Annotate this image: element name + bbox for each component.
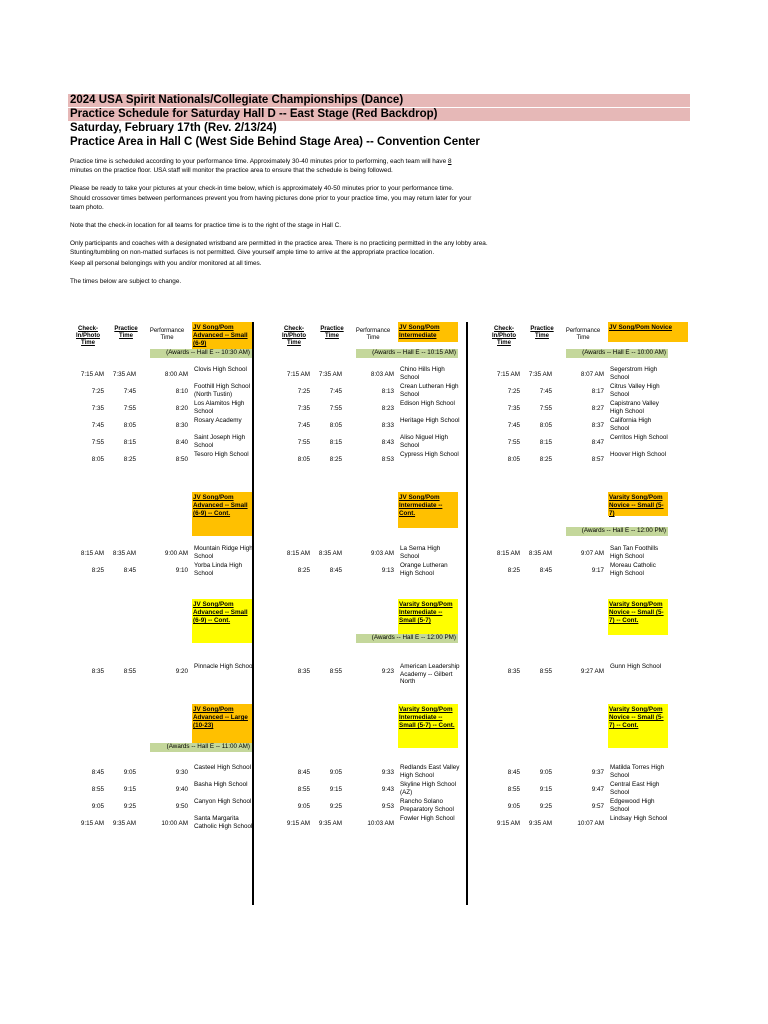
practice-time: 8:05 <box>539 422 552 429</box>
practice-time: 7:45 <box>539 388 552 395</box>
schedule-row <box>486 664 676 680</box>
schedule-row <box>276 435 466 451</box>
intro-p3: Note that the check-in location for all teams for practice time is to the right of the stage in Hall C. <box>70 222 342 230</box>
location-line: Practice Area in Hall C (West Side Behind Stage Area) -- Convention Center <box>70 136 480 148</box>
team-name: Heritage High School <box>400 417 460 424</box>
awards-note: (Awards -- Hall E -- 10:30 AM) <box>150 349 252 358</box>
schedule-row <box>70 765 260 781</box>
schedule-row <box>276 765 466 781</box>
team-name: California High School <box>610 417 652 432</box>
schedule-row <box>276 563 466 579</box>
team-name: Redlands East Valley High School <box>400 764 460 779</box>
team-name: Moreau Catholic High School <box>610 562 656 577</box>
checkin-time: 7:15 AM <box>496 371 520 378</box>
performance-time: 8:00 AM <box>164 371 188 378</box>
practice-time: 9:05 <box>329 769 342 776</box>
performance-time: 10:00 AM <box>161 820 188 827</box>
team-name: Pinnacle High School <box>194 663 254 670</box>
intro-p6: The times below are subject to change. <box>70 277 182 285</box>
column-header-performance: Performance Time <box>355 328 391 341</box>
checkin-time: 9:05 <box>91 803 104 810</box>
awards-note: (Awards -- Hall E -- 10:15 AM) <box>356 349 458 358</box>
practice-time: 9:05 <box>539 769 552 776</box>
schedule-row <box>276 401 466 417</box>
team-name: Canyon High School <box>194 798 252 805</box>
checkin-time: 8:25 <box>297 567 310 574</box>
checkin-time: 7:35 <box>297 405 310 412</box>
section-title: Varsity Song/Pom Intermediate -- Small (5-7) -- Cont. <box>398 704 458 748</box>
column-header-checkin: Check-In/Photo Time <box>282 326 306 346</box>
schedule-row <box>276 367 466 383</box>
intro-p4: Only participants and coaches with a designated wristband are permitted in the practice area. There is no practicing permitted in the any lobby area. Stunting/tumbling on non-matted surfaces is not permitted. Give yourself ample time to arrive at the appropriate practice location. <box>70 240 488 257</box>
checkin-time: 8:55 <box>297 786 310 793</box>
team-name: American Leadership Academy -- Gilbert North <box>400 663 460 686</box>
practice-time: 7:55 <box>329 405 342 412</box>
team-name: Foothill High School (North Tustin) <box>194 383 251 398</box>
checkin-time: 9:15 AM <box>496 820 520 827</box>
performance-time: 9:03 AM <box>370 550 394 557</box>
checkin-time: 9:15 AM <box>286 820 310 827</box>
schedule-row <box>276 782 466 798</box>
date-line: Saturday, February 17th (Rev. 2/13/24) <box>70 122 277 134</box>
checkin-time: 8:35 <box>507 668 520 675</box>
practice-time: 7:45 <box>329 388 342 395</box>
schedule-row <box>70 664 260 680</box>
intro-p1: Practice time is scheduled according to your performance time. Approximately 30-40 minutes prior to performing, each team will have 8 minutes on the practice floor. USA staff will monitor the practice area to ensure that the schedule is being followed. <box>70 158 452 175</box>
performance-time: 9:50 <box>175 803 188 810</box>
column-header-performance: Performance Time <box>565 328 601 341</box>
practice-time: 7:35 AM <box>112 371 136 378</box>
checkin-time: 9:05 <box>297 803 310 810</box>
schedule-row <box>70 452 260 468</box>
checkin-time: 8:35 <box>297 668 310 675</box>
checkin-time: 8:35 <box>91 668 104 675</box>
performance-time: 8:33 <box>381 422 394 429</box>
checkin-time: 7:35 <box>507 405 520 412</box>
practice-time: 8:25 <box>123 456 136 463</box>
team-name: Basha High School <box>194 781 248 788</box>
team-name: Fowler High School <box>400 815 455 822</box>
team-name: Citrus Valley High School <box>610 383 660 398</box>
practice-time: 8:45 <box>123 567 136 574</box>
title-line-2: Practice Schedule for Saturday Hall D -- East Stage (Red Backdrop) <box>68 108 690 121</box>
section-title: JV Song/Pom Novice <box>608 322 688 342</box>
team-name: Hoover High School <box>610 451 667 458</box>
team-name: Los Alamitos High School <box>194 400 245 415</box>
team-name: Lindsay High School <box>610 815 668 822</box>
team-name: Capistrano Valley High School <box>610 400 659 415</box>
practice-time: 9:15 <box>123 786 136 793</box>
schedule-row <box>70 782 260 798</box>
team-name: Edgewood High School <box>610 798 655 813</box>
performance-time: 8:40 <box>175 439 188 446</box>
awards-note: (Awards -- Hall E -- 10:00 AM) <box>566 349 668 358</box>
schedule-row <box>486 452 676 468</box>
checkin-time: 8:55 <box>91 786 104 793</box>
checkin-time: 7:25 <box>507 388 520 395</box>
performance-time: 8:47 <box>591 439 604 446</box>
performance-time: 9:17 <box>591 567 604 574</box>
performance-time: 8:03 AM <box>370 371 394 378</box>
team-name: Orange Lutheran High School <box>400 562 448 577</box>
schedule-row <box>70 367 260 383</box>
column-header-checkin: Check-In/Photo Time <box>76 326 100 346</box>
practice-time: 8:35 AM <box>318 550 342 557</box>
checkin-time: 7:55 <box>297 439 310 446</box>
checkin-time: 7:15 AM <box>80 371 104 378</box>
performance-time: 8:17 <box>591 388 604 395</box>
schedule-row <box>70 418 260 434</box>
column-divider-2 <box>466 322 468 905</box>
section-title: JV Song/Pom Advanced -- Large (10-23) <box>192 704 252 748</box>
performance-time: 10:03 AM <box>367 820 394 827</box>
schedule-row <box>276 546 466 562</box>
checkin-time: 7:15 AM <box>286 371 310 378</box>
schedule-row <box>486 765 676 781</box>
performance-time: 9:13 <box>381 567 394 574</box>
schedule-row <box>276 663 466 686</box>
team-name: Clovis High School <box>194 366 247 373</box>
intro-p2: Please be ready to take your pictures at your check-in time below, which is approximately 40-50 minutes prior to your performance time. Should crossover times between performances prevent you from having pictures done prior to your practice time, you may return later for your team photo. <box>70 185 472 211</box>
schedule-row <box>70 384 260 400</box>
practice-time: 9:35 AM <box>528 820 552 827</box>
team-name: Edison High School <box>400 400 455 407</box>
column-header-practice: Practice Time <box>530 326 554 339</box>
section-title: JV Song/Pom Advanced -- Small (6-9) <box>192 322 252 350</box>
practice-time: 8:05 <box>329 422 342 429</box>
section-title: Varsity Song/Pom Novice -- Small (5-7) -- Cont. <box>608 704 668 748</box>
schedule-row <box>486 799 676 815</box>
checkin-time: 8:25 <box>91 567 104 574</box>
section-title: Varsity Song/Pom Novice -- Small (5-7) -- Cont. <box>608 599 668 635</box>
practice-time: 9:15 <box>329 786 342 793</box>
schedule-row <box>276 816 466 832</box>
practice-time: 8:45 <box>329 567 342 574</box>
performance-time: 8:07 AM <box>580 371 604 378</box>
schedule-row <box>276 799 466 815</box>
team-name: Cypress High School <box>400 451 459 458</box>
team-name: Gunn High School <box>610 663 662 670</box>
section-title: JV Song/Pom Advanced -- Small (6-9) -- Cont. <box>192 492 252 536</box>
performance-time: 8:30 <box>175 422 188 429</box>
practice-time: 9:25 <box>329 803 342 810</box>
checkin-time: 8:55 <box>507 786 520 793</box>
section-title: JV Song/Pom Intermediate -- Cont. <box>398 492 458 528</box>
practice-time: 8:55 <box>329 668 342 675</box>
performance-time: 9:57 <box>591 803 604 810</box>
team-name: Segerstrom High School <box>610 366 658 381</box>
schedule-row <box>70 546 260 562</box>
checkin-time: 7:55 <box>507 439 520 446</box>
practice-time: 7:35 AM <box>528 371 552 378</box>
intro-p5: Keep all personal belongings with you and/or monitored at all times. <box>70 259 262 267</box>
team-name: Skyline High School (AZ) <box>400 781 457 796</box>
performance-time: 9:07 AM <box>580 550 604 557</box>
practice-time: 8:15 <box>329 439 342 446</box>
team-name: Casteel High School <box>194 764 252 771</box>
column-header-practice: Practice Time <box>320 326 344 339</box>
performance-time: 9:00 AM <box>164 550 188 557</box>
practice-time: 8:55 <box>123 668 136 675</box>
practice-time: 8:55 <box>539 668 552 675</box>
schedule-row <box>486 367 676 383</box>
performance-time: 9:23 <box>381 668 394 675</box>
section-title: JV Song/Pom Intermediate <box>398 322 458 342</box>
practice-time: 9:25 <box>539 803 552 810</box>
performance-time: 8:23 <box>381 405 394 412</box>
performance-time: 9:27 AM <box>580 668 604 675</box>
performance-time: 8:57 <box>591 456 604 463</box>
practice-time: 9:25 <box>123 803 136 810</box>
checkin-time: 7:25 <box>297 388 310 395</box>
checkin-time: 8:45 <box>507 769 520 776</box>
section-title: JV Song/Pom Advanced -- Small (6-9) -- Cont. <box>192 599 252 643</box>
practice-time: 9:35 AM <box>112 820 136 827</box>
checkin-time: 8:45 <box>297 769 310 776</box>
intro-block <box>70 157 530 286</box>
practice-time: 7:55 <box>539 405 552 412</box>
checkin-time: 8:05 <box>91 456 104 463</box>
team-name: Crean Lutheran High School <box>400 383 459 398</box>
team-name: San Tan Foothills High School <box>610 545 659 560</box>
practice-time: 9:35 AM <box>318 820 342 827</box>
team-name: Tesoro High School <box>194 451 249 458</box>
performance-time: 8:13 <box>381 388 394 395</box>
team-name: Yorba Linda High School <box>194 562 243 577</box>
schedule-row <box>486 401 676 417</box>
checkin-time: 8:05 <box>297 456 310 463</box>
practice-time: 7:45 <box>123 388 136 395</box>
schedule-row <box>276 452 466 468</box>
practice-time: 7:55 <box>123 405 136 412</box>
schedule-row <box>276 418 466 434</box>
practice-time: 8:25 <box>329 456 342 463</box>
practice-time: 9:15 <box>539 786 552 793</box>
performance-time: 8:27 <box>591 405 604 412</box>
schedule-row <box>486 563 676 579</box>
awards-note: (Awards -- Hall E -- 12:00 PM) <box>566 527 668 536</box>
practice-time: 8:35 AM <box>528 550 552 557</box>
practice-time: 8:45 <box>539 567 552 574</box>
performance-time: 9:33 <box>381 769 394 776</box>
practice-time: 8:25 <box>539 456 552 463</box>
team-name: Rosary Academy <box>194 417 242 424</box>
checkin-time: 8:45 <box>91 769 104 776</box>
checkin-time: 8:15 AM <box>80 550 104 557</box>
schedule-row <box>276 384 466 400</box>
performance-time: 8:43 <box>381 439 394 446</box>
team-name: Aliso Niguel High School <box>400 434 448 449</box>
schedule-row <box>486 418 676 434</box>
practice-time: 8:15 <box>123 439 136 446</box>
checkin-time: 8:05 <box>507 456 520 463</box>
section-title: Varsity Song/Pom Novice -- Small (5-7) <box>608 492 668 516</box>
practice-time: 9:05 <box>123 769 136 776</box>
checkin-time: 7:35 <box>91 405 104 412</box>
schedule-row <box>486 816 676 832</box>
section-title: Varsity Song/Pom Intermediate -- Small (5-7) <box>398 599 458 635</box>
team-name: Cerritos High School <box>610 434 668 441</box>
schedule-row <box>486 435 676 451</box>
team-name: Central East High School <box>610 781 660 796</box>
team-name: La Serna High School <box>400 545 441 560</box>
performance-time: 9:47 <box>591 786 604 793</box>
performance-time: 9:30 <box>175 769 188 776</box>
schedule-row <box>70 563 260 579</box>
team-name: Mountain Ridge High School <box>194 545 253 560</box>
performance-time: 9:40 <box>175 786 188 793</box>
performance-time: 10:07 AM <box>577 820 604 827</box>
checkin-time: 7:25 <box>91 388 104 395</box>
schedule-row <box>486 384 676 400</box>
schedule-row <box>70 799 260 815</box>
awards-note: (Awards -- Hall E -- 12:00 PM) <box>356 634 458 643</box>
performance-time: 8:37 <box>591 422 604 429</box>
column-header-checkin: Check-In/Photo Time <box>492 326 516 346</box>
column-header-practice: Practice Time <box>114 326 138 339</box>
team-name: Saint Joseph High School <box>194 434 246 449</box>
checkin-time: 7:45 <box>91 422 104 429</box>
checkin-time: 7:55 <box>91 439 104 446</box>
performance-time: 9:20 <box>175 668 188 675</box>
performance-time: 9:10 <box>175 567 188 574</box>
team-name: Chino Hills High School <box>400 366 445 381</box>
performance-time: 8:20 <box>175 405 188 412</box>
checkin-time: 7:45 <box>507 422 520 429</box>
performance-time: 9:43 <box>381 786 394 793</box>
checkin-time: 8:15 AM <box>496 550 520 557</box>
checkin-time: 8:25 <box>507 567 520 574</box>
performance-time: 9:37 <box>591 769 604 776</box>
checkin-time: 7:45 <box>297 422 310 429</box>
schedule-row <box>70 435 260 451</box>
column-header-performance: Performance Time <box>149 328 185 341</box>
schedule-row <box>486 782 676 798</box>
schedule-row <box>486 546 676 562</box>
performance-time: 8:10 <box>175 388 188 395</box>
practice-time: 8:35 AM <box>112 550 136 557</box>
performance-time: 9:53 <box>381 803 394 810</box>
team-name: Rancho Solano Preparatory School <box>400 798 454 813</box>
checkin-time: 9:05 <box>507 803 520 810</box>
schedule-row <box>70 816 260 832</box>
checkin-time: 9:15 AM <box>80 820 104 827</box>
awards-note: (Awards -- Hall E -- 11:00 AM) <box>150 743 252 752</box>
performance-time: 8:53 <box>381 456 394 463</box>
checkin-time: 8:15 AM <box>286 550 310 557</box>
schedule-row <box>70 401 260 417</box>
team-name: Santa Margarita Catholic High School <box>194 815 253 830</box>
performance-time: 8:50 <box>175 456 188 463</box>
title-line-1: 2024 USA Spirit Nationals/Collegiate Championships (Dance) <box>68 94 690 107</box>
practice-time: 8:15 <box>539 439 552 446</box>
practice-time: 7:35 AM <box>318 371 342 378</box>
team-name: Matilda Torres High School <box>610 764 665 779</box>
practice-time: 8:05 <box>123 422 136 429</box>
